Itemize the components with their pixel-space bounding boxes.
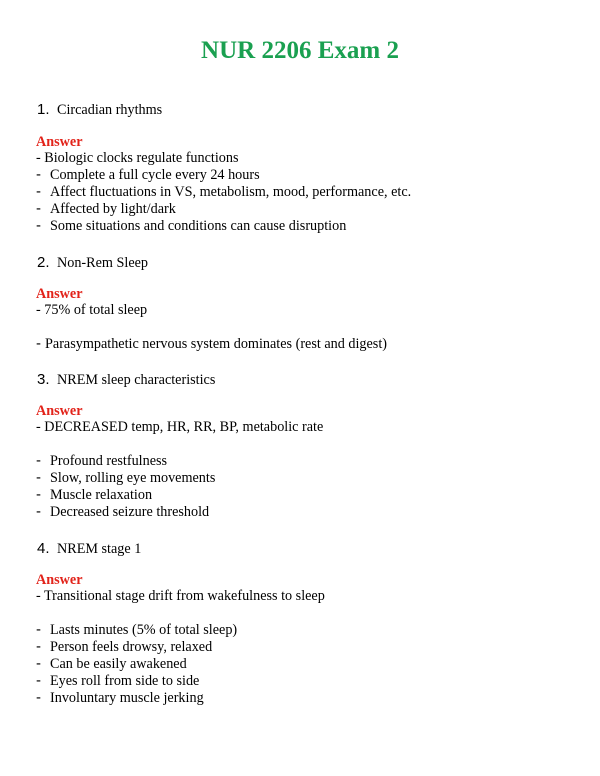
question-number: 1. (37, 101, 50, 118)
question-text: NREM stage 1 (57, 541, 142, 557)
answer-lead: - DECREASED temp, HR, RR, BP, metabolic rate (36, 419, 324, 435)
bullet-text: Muscle relaxation (50, 487, 153, 503)
question-number: 3. (37, 371, 50, 388)
bullet-text: Slow, rolling eye movements (50, 470, 216, 486)
bullet-text: Affected by light/dark (50, 201, 176, 217)
answer-lead: - 75% of total sleep (36, 302, 148, 318)
bullet-text: Lasts minutes (5% of total sleep) (50, 622, 238, 638)
bullet-text: Affect fluctuations in VS, metabolism, mood, performance, etc. (50, 184, 412, 200)
bullet-dash: - (36, 672, 41, 689)
bullet-text: Complete a full cycle every 24 hours (50, 167, 260, 183)
bullet-dash: - (36, 655, 41, 672)
bullet-dash: - (36, 638, 41, 655)
bullet-text: Person feels drowsy, relaxed (50, 639, 213, 655)
document-title: NUR 2206 Exam 2 (201, 37, 399, 64)
bullet-text: Eyes roll from side to side (50, 673, 200, 689)
bullet-dash: - (36, 200, 41, 217)
answer-label: Answer (36, 572, 83, 588)
question-number: 4. (37, 540, 50, 557)
bullet-dash: - (36, 183, 41, 200)
question-text: Non-Rem Sleep (57, 255, 149, 271)
answer-label: Answer (36, 134, 83, 150)
question-text: Circadian rhythms (57, 102, 163, 118)
bullet-text: Profound restfulness (50, 453, 168, 469)
bullet-dash: - (36, 217, 41, 234)
bullet-dash: - (36, 166, 41, 183)
bullet-dash: - (36, 452, 41, 469)
answer-label: Answer (36, 286, 83, 302)
bullet-text: Parasympathetic nervous system dominates (rest and digest) (45, 336, 387, 352)
bullet-dash: - (36, 335, 41, 352)
bullet-text: Decreased seizure threshold (50, 504, 210, 520)
bullet-text: Some situations and conditions can cause disruption (50, 218, 347, 234)
bullet-dash: - (36, 486, 41, 503)
bullet-dash: - (36, 689, 41, 706)
bullet-text: Can be easily awakened (50, 656, 187, 672)
question-text: NREM sleep characteristics (57, 372, 216, 388)
bullet-dash: - (36, 469, 41, 486)
bullet-text: Involuntary muscle jerking (50, 690, 204, 706)
answer-lead: - Biologic clocks regulate functions (36, 150, 239, 166)
question-number: 2. (37, 254, 50, 271)
answer-label: Answer (36, 403, 83, 419)
bullet-dash: - (36, 621, 41, 638)
bullet-dash: - (36, 503, 41, 520)
answer-lead: - Transitional stage drift from wakefulness to sleep (36, 588, 325, 604)
